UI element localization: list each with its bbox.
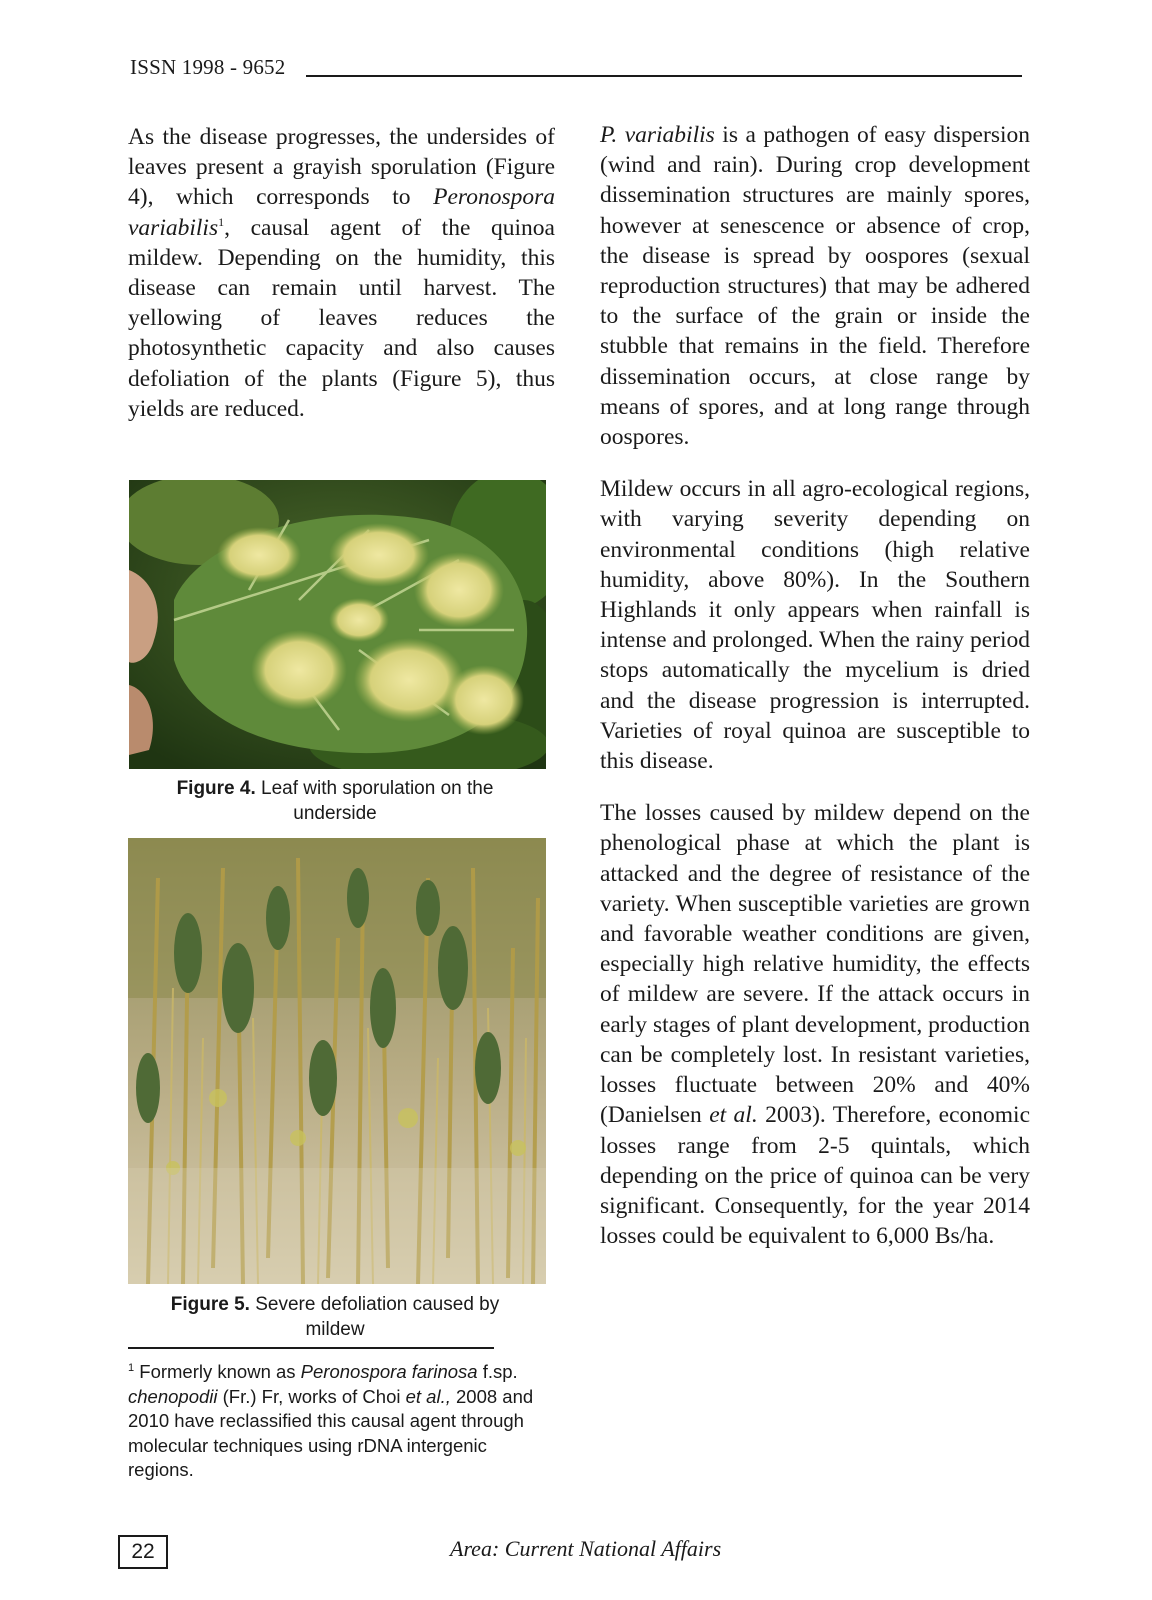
species-abbrev: P. variabilis <box>600 122 715 148</box>
page-number: 22 <box>118 1535 168 1569</box>
right-paragraph-2: Mildew occurs in all agro-ecological regions, with varying severity depending on environmental conditions (high relative humidity, above 80%). In the Southern Highlands it only appears when rainfall is intense and prolonged. When the rainy period stops automatically the mycelium is dried and the disease progression is interrupted. Varieties of royal quinoa are susceptible to this disease. <box>600 476 1030 775</box>
figure-4-caption: Figure 4. Leaf with sporulation on the underside <box>176 778 494 824</box>
right-column <box>600 120 1030 1273</box>
left-column <box>128 122 555 446</box>
header-issn: ISSN 1998 - 9652 <box>130 55 286 79</box>
figure-5-caption: Figure 5. Severe defoliation caused by mildew <box>170 1294 500 1340</box>
right-paragraph-3: The losses caused by mildew depend on the phenological phase at which the plant is attacked and the degree of resistance of the variety. When susceptible varieties are grown and favorable weather conditions are given, especially high relative humidity, the effects of mildew are severe. If the attack occurs in early stages of plant development, production can be completely lost. In resistant varieties, losses fluctuate between 20% and 40% (Danielsen et al. 2003). Therefore, economic losses range from 2-5 quintals, which depending on the price of quinoa can be very significant. Consequently, for the year 2014 losses could be equivalent to 6,000 Bs/ha. <box>600 800 1030 1250</box>
species-name: Peronospora variabilis <box>128 184 555 241</box>
left-paragraph-1: As the disease progresses, the undersides of leaves present a grayish sporulation (Figure 4), which corresponds to Peronospora variabilis$^1$, causal agent of the quinoa mildew. Depending on the humidity, this disease can remain until harvest. The yellowing of leaves reduces the photosynthetic capacity and also causes defoliation of the plants (Figure 5), thus yields are reduced. <box>128 124 555 422</box>
figure-5-image <box>128 838 546 1284</box>
footer-section-title: Area: Current National Affairs <box>450 1536 722 1561</box>
header-rule <box>306 75 1022 77</box>
figure-4-image <box>129 480 546 769</box>
footnote-rule <box>128 1347 494 1349</box>
footnote: $^1$ Formerly known as Peronospora farinosa f.sp. chenopodii (Fr.) Fr, works of Choi et al., 2008 and 2010 have reclassified this causal agent through molecular techniques using rDNA intergenic regions. <box>128 1361 534 1480</box>
right-paragraph-1: P. variabilis is a pathogen of easy dispersion (wind and rain). During crop development dissemination structures are mainly spores, however at senescence or absence of crop, the disease is spread by oospores (sexual reproduction structures) that may be adhered to the surface of the grain or inside the stubble that remains in the field. Therefore dissemination occurs, at close range by means of spores, and at long range through oospores. <box>600 122 1030 451</box>
footnote-marker: 1 <box>218 214 225 229</box>
